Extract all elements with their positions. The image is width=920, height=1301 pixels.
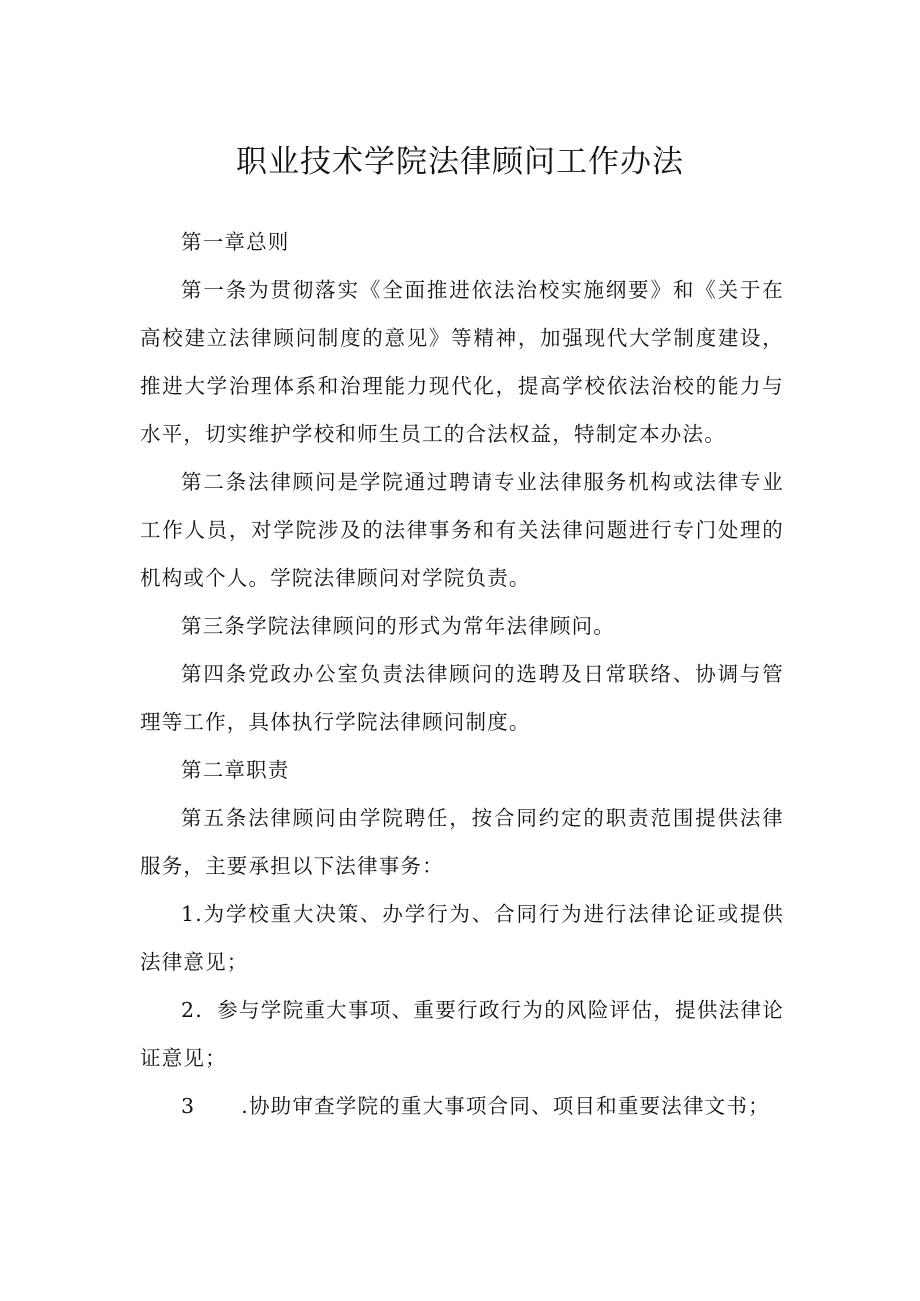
article-paragraph: 第二条法律顾问是学院通过聘请专业法律服务机构或法律专业工作人员，对学院涉及的法律事务和有关法律问题进行专门处理的机构或个人。学院法律顾问对学院负责。 <box>140 470 784 590</box>
article-paragraph: 第一条为贯彻落实《全面推进依法治校实施纲要》和《关于在高校建立法律顾问制度的意见》等精神，加强现代大学制度建设，推进大学治理体系和治理能力现代化，提高学校依法治校的能力与水平，切实维护学校和师生员工的合法权益，特制定本办法。 <box>140 278 784 446</box>
list-item: 2．参与学院重大事项、重要行政行为的风险评估，提供法律论证意见； <box>140 998 784 1070</box>
list-item-number: 3 <box>181 1094 196 1118</box>
article-paragraph: 第三条学院法律顾问的形式为常年法律顾问。 <box>181 614 615 638</box>
list-item: 1.为学校重大决策、办学行为、合同行为进行法律论证或提供法律意见； <box>140 902 784 974</box>
document-title: 职业技术学院法律顾问工作办法 <box>236 144 684 180</box>
list-item <box>140 1082 784 1130</box>
list-item-text: .协助审查学院的重大事项合同、项目和重要法律文书； <box>241 1094 770 1118</box>
document-body <box>140 218 784 1130</box>
article-paragraph: 第四条党政办公室负责法律顾问的选聘及日常联络、协调与管理等工作，具体执行学院法律顾问制度。 <box>140 662 784 734</box>
article-paragraph: 第五条法律顾问由学院聘任，按合同约定的职责范围提供法律服务，主要承担以下法律事务： <box>140 806 784 878</box>
chapter-heading: 第一章总则 <box>181 230 290 254</box>
chapter-heading: 第二章职责 <box>181 758 290 782</box>
